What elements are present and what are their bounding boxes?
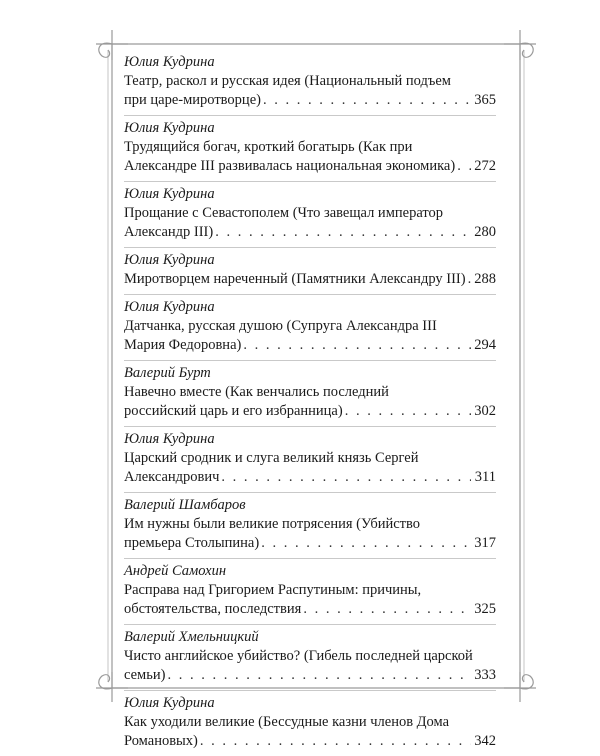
entry-author: Андрей Самохин: [124, 563, 227, 579]
entry-title-line: российский царь и его избранница): [124, 403, 343, 419]
entry-title-line: семьи): [124, 667, 166, 683]
dot-leader: [263, 91, 471, 110]
dot-leader: [345, 402, 471, 421]
entry-author: Юлия Кудрина: [124, 54, 215, 70]
dot-leader: [243, 336, 471, 355]
entry-title-line: Расправа над Григорием Распутиным: причины,: [124, 582, 422, 598]
entry-title-line: Им нужны были великие потрясения (Убийство: [124, 516, 420, 532]
page-number: 311: [474, 469, 496, 485]
page-number: 294: [474, 337, 496, 353]
entry-separator: [124, 115, 496, 116]
entry-last-line: [124, 534, 496, 553]
entry-last-line: [124, 732, 496, 751]
entry-last-line: [124, 468, 496, 487]
entry-title-line: Как уходили великие (Бессудные казни членов Дома: [124, 714, 450, 730]
entry-author: Юлия Кудрина: [124, 431, 215, 447]
entry-title-line: Царский сродник и слуга великий князь Сергей: [124, 450, 419, 466]
entry-last-line: [124, 223, 496, 242]
dot-leader: [200, 732, 471, 751]
toc-entry[interactable]: [124, 562, 496, 619]
dot-leader: [215, 223, 471, 242]
entry-title-line: Навечно вместе (Как венчались последний: [124, 384, 389, 400]
dot-leader: [167, 666, 471, 685]
page-number: 325: [474, 601, 496, 617]
entry-separator: [124, 492, 496, 493]
toc-entry[interactable]: [124, 694, 496, 751]
entry-title-line: при царе-миротворце): [124, 92, 261, 108]
entry-author: Валерий Хмельницкий: [124, 629, 259, 645]
entry-title-line: Александр III): [124, 224, 214, 240]
entry-title-line: Трудящийся богач, кроткий богатырь (Как при: [124, 139, 413, 155]
entry-last-line: [124, 666, 496, 685]
entry-title-line: Прощание с Севастополем (Что завещал император: [124, 205, 444, 221]
entry-last-line: [124, 402, 496, 421]
entry-separator: [124, 690, 496, 691]
entry-title-line: Театр, раскол и русская идея (Национальный подъем: [124, 73, 451, 89]
entry-author: Юлия Кудрина: [124, 120, 215, 136]
toc-entry[interactable]: [124, 251, 496, 289]
entry-title-line: Датчанка, русская душою (Супруга Александра III: [124, 318, 437, 334]
entry-separator: [124, 624, 496, 625]
entry-author: Валерий Бурт: [124, 365, 211, 381]
entry-separator: [124, 181, 496, 182]
entry-title-line: Александрович: [124, 469, 220, 485]
entry-title-line: Миротворцем нареченный (Памятники Александру III): [124, 271, 466, 287]
toc-entry[interactable]: [124, 53, 496, 110]
entry-author: Валерий Шамбаров: [124, 497, 246, 513]
entry-separator: [124, 558, 496, 559]
entry-last-line: [124, 91, 496, 110]
page-number: 302: [474, 403, 496, 419]
page-number: 288: [474, 271, 496, 287]
entry-title-line: премьера Столыпина): [124, 535, 260, 551]
page-number: 280: [474, 224, 496, 240]
toc-entry[interactable]: [124, 496, 496, 553]
toc-entry[interactable]: [124, 364, 496, 421]
entry-author: Юлия Кудрина: [124, 299, 215, 315]
entry-separator: [124, 247, 496, 248]
entry-last-line: [124, 336, 496, 355]
entry-title-line: Романовых): [124, 733, 198, 749]
entry-title-line: обстоятельства, последствия: [124, 601, 302, 617]
page-number: 342: [474, 733, 496, 749]
page-number: 272: [474, 158, 496, 174]
dot-leader: [221, 468, 471, 487]
entry-author: Юлия Кудрина: [124, 695, 215, 711]
entry-separator: [124, 360, 496, 361]
toc-entry[interactable]: [124, 298, 496, 355]
page-number: 317: [474, 535, 496, 551]
entry-author: Юлия Кудрина: [124, 252, 215, 268]
dot-leader: [303, 600, 471, 619]
entry-title-line: Александре III развивалась национальная экономика): [124, 158, 456, 174]
dot-leader: [468, 270, 471, 289]
entry-last-line: [124, 600, 496, 619]
toc-entry[interactable]: [124, 628, 496, 685]
entry-title-line: Чисто английское убийство? (Гибель последней царской: [124, 648, 473, 664]
entry-author: Юлия Кудрина: [124, 186, 215, 202]
dot-leader: [261, 534, 471, 553]
table-of-contents: [124, 53, 496, 756]
toc-entry[interactable]: [124, 185, 496, 242]
page-number: 333: [474, 667, 496, 683]
entry-separator: [124, 426, 496, 427]
entry-title-line: Мария Федоровна): [124, 337, 242, 353]
entry-last-line: [124, 157, 496, 176]
dot-leader: [457, 157, 471, 176]
page-number: 365: [474, 92, 496, 108]
entry-last-line: [124, 270, 496, 289]
toc-entry[interactable]: [124, 119, 496, 176]
toc-entry[interactable]: [124, 430, 496, 487]
entry-separator: [124, 294, 496, 295]
